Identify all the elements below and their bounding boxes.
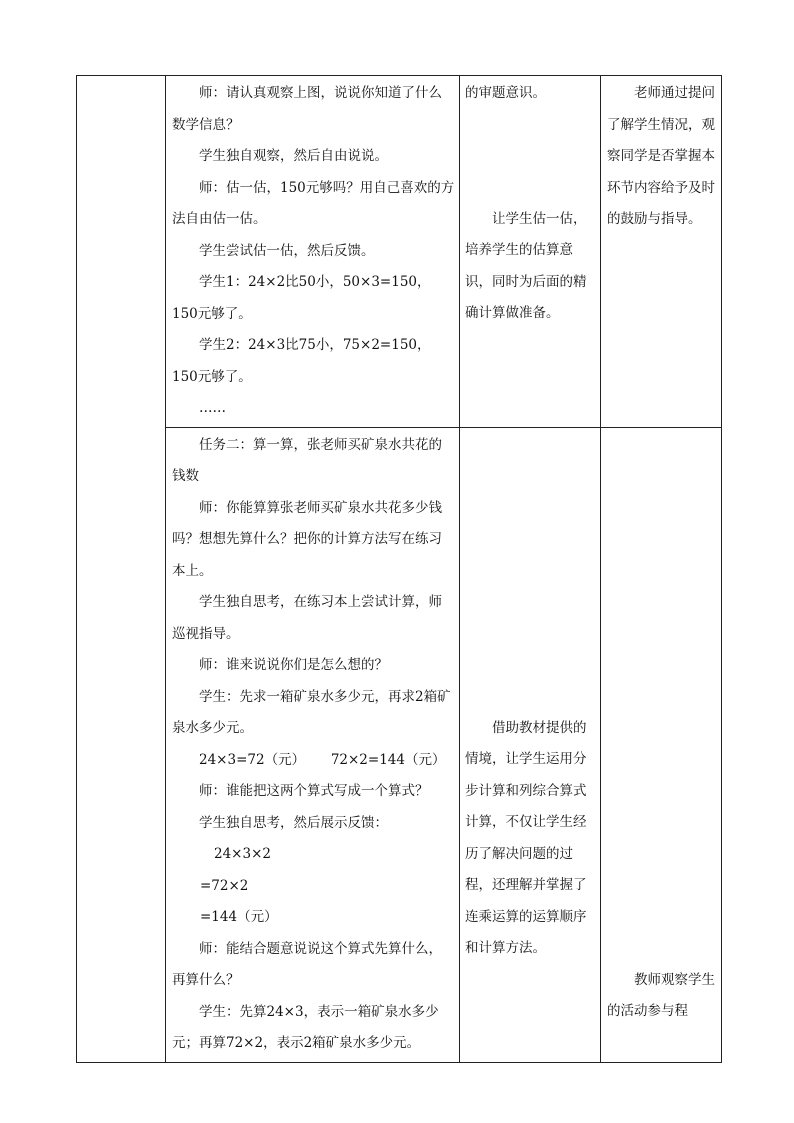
process-line: 学生1：24×2比50小，50×3=150，150元够了。: [172, 274, 431, 322]
assessment-line: 教师观察学生的活动参与程: [607, 971, 715, 1019]
assessment-cell: [601, 76, 722, 428]
process-line: 学生尝试估一估，然后反馈。: [199, 242, 375, 259]
design-intent-cell: [460, 427, 601, 1062]
process-line: 师：谁来说说你们是怎么想的？: [199, 657, 388, 673]
equation-line: =72×2: [200, 877, 249, 894]
process-line: 学生独自思考，然后展示反馈：: [199, 814, 388, 831]
equation-line: =144（元）: [200, 909, 278, 925]
process-line: 学生：先求一箱矿泉水多少元，再求2箱矿泉水多少元。: [172, 688, 451, 736]
process-line: 师：请认真观察上图，说说你知道了什么数学信息？: [172, 85, 442, 133]
process-line: 学生独自思考，在练习本上尝试计算，师巡视指导。: [172, 594, 442, 642]
process-line: 学生独自观察，然后自由说说。: [199, 148, 388, 164]
process-line: 师：你能算算张老师买矿泉水共花多少钱吗？想想先算什么？把你的计算方法写在练习本上。: [172, 499, 442, 579]
intent-line: 让学生估一估，培养学生的估算意识，同时为后面的精确计算做准备。: [465, 210, 587, 321]
process-line: 师：能结合题意说说这个算式先算什么，再算什么？: [172, 940, 442, 988]
assessment-line: 老师通过提问了解学生情况，观察同学是否掌握本环节内容给予及时的鼓励与指导。: [607, 85, 715, 227]
teaching-process-cell: [166, 76, 460, 428]
assessment-cell: [601, 427, 722, 1062]
stage-column-cell: [77, 76, 166, 1063]
table-row: [77, 76, 722, 428]
process-line: 师：估一估，150元够吗？用自己喜欢的方法自由估一估。: [172, 179, 455, 227]
teaching-process-cell: [166, 427, 460, 1062]
table-row: [77, 427, 722, 1062]
equation-line: 24×3=72（元） 72×2=144（元）: [199, 751, 446, 768]
process-line: 任务二：算一算，张老师买矿泉水共花的钱数: [172, 436, 442, 484]
process-line: 学生2：24×3比75小，75×2=150，150元够了。: [172, 337, 431, 385]
process-line: ……: [199, 400, 226, 416]
intent-line: 借助教材提供的情境，让学生运用分步计算和列综合算式计算，不仅让学生经历了解决问题的过程，还理解并掌握了连乘运算的运算顺序和计算方法。: [465, 719, 587, 956]
design-intent-cell: [460, 76, 601, 428]
process-line: 师：谁能把这两个算式写成一个算式？: [199, 783, 429, 799]
process-line: 学生：先算24×3，表示一箱矿泉水多少元；再算72×2，表示2箱矿泉水多少元。: [172, 1003, 439, 1051]
lesson-plan-table: [76, 75, 722, 1063]
intent-line: 的审题意识。: [465, 85, 546, 101]
equation-line: 24×3×2: [214, 846, 271, 862]
